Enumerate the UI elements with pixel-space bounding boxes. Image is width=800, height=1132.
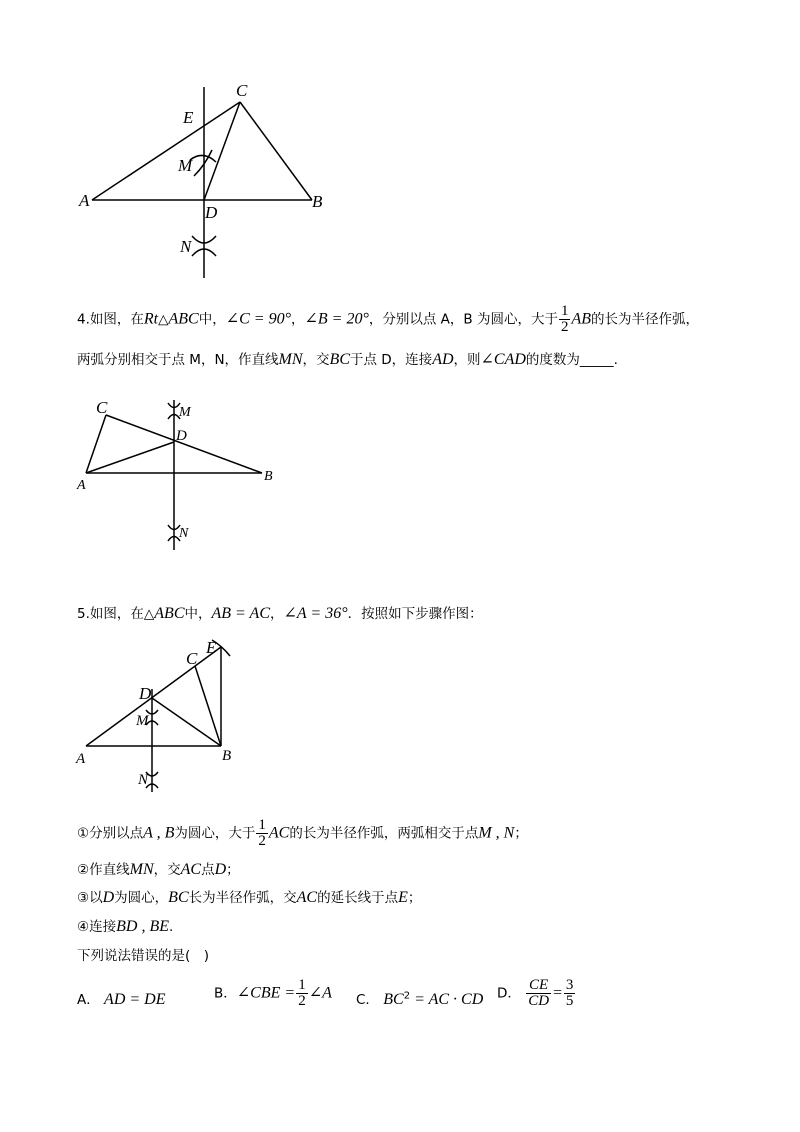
q5-step-4: [77, 917, 173, 937]
q4-rt: Rt: [143, 310, 159, 328]
option-b-fraction-half: [296, 978, 308, 1009]
step2-ac: AC: [180, 861, 202, 878]
step2-text2: ，交: [153, 862, 181, 878]
option-b-frac-num: 1: [298, 977, 306, 993]
option-c-expr-post: = AC · CD: [410, 991, 484, 1008]
label-d: D: [176, 428, 187, 444]
step3-text1: ③以: [77, 890, 103, 906]
step2-text4: ；: [226, 862, 240, 878]
q4-ad: AD: [432, 351, 454, 368]
option-d-frac2-num: 3: [565, 977, 574, 993]
q4-l2-text5: 的度数为_____.: [525, 352, 618, 368]
option-d-frac1-num: CE: [526, 978, 551, 994]
label-c: C: [236, 81, 248, 100]
step1-ac: AC: [268, 824, 290, 842]
label-b: B: [222, 748, 232, 764]
q4-mn: MN: [278, 351, 303, 368]
line-cb: [106, 415, 262, 473]
option-d-fraction-ce-cd: [526, 978, 551, 1009]
option-d-frac2-den: 5: [565, 993, 574, 1009]
step4-text1: ④连接: [77, 919, 117, 935]
step3-text5: ；: [407, 890, 422, 906]
label-a: A: [79, 191, 90, 210]
q5-zhong: 中，: [184, 606, 212, 622]
q4-line-1: [77, 304, 699, 335]
q5-step-2: [77, 860, 240, 880]
q4-l2-text4: ，则: [453, 352, 481, 368]
label-e: E: [183, 108, 194, 127]
q5-suffix: ．按照如下步骤作图：: [347, 606, 483, 622]
q4-zhong: 中，: [198, 311, 226, 328]
step2-text1: ②作直线: [77, 862, 130, 878]
option-c[interactable]: [356, 988, 483, 1009]
figure-3-construction: [0, 632, 300, 800]
step1-text4: ；: [514, 825, 528, 842]
option-a[interactable]: [77, 988, 166, 1009]
q5-step-1: [77, 818, 528, 849]
figure-2-lines: [86, 400, 262, 550]
label-d: D: [205, 203, 218, 222]
q4-sep1: ，: [291, 311, 305, 328]
option-a-label: A．: [77, 992, 100, 1008]
q5-step-3: [77, 888, 421, 908]
q4-frac-den: 2: [560, 319, 569, 335]
q4-ab: AB: [571, 310, 592, 328]
q5-question: 下列说法错误的是( ): [77, 948, 210, 964]
figure-3-lines: [86, 640, 230, 792]
option-b-frac-den: 2: [298, 993, 306, 1009]
q4-angle-c: ∠C = 90°: [225, 310, 291, 328]
step1-text1: ①分别以点: [77, 825, 144, 842]
label-n: N: [179, 526, 189, 541]
q4-l2-text2: ，交: [302, 352, 330, 368]
label-b: B: [312, 192, 323, 211]
q4-fraction-half: [559, 304, 571, 335]
line-cd: [204, 102, 240, 200]
step1-text3: 的长为半径作弧，两弧相交于点: [289, 825, 479, 842]
option-d-frac1-den: CD: [528, 993, 550, 1009]
label-m: M: [136, 713, 149, 729]
step4-bd-be: BD , BE: [116, 918, 169, 935]
step2-mn: MN: [129, 861, 154, 878]
step3-text2: 为圆心，: [114, 890, 169, 906]
line-ac: [86, 415, 106, 473]
label-d: D: [139, 684, 152, 703]
figure-2-perpendicular-bisector: [0, 390, 300, 560]
q4-line-2: [77, 350, 618, 370]
figure-1-lines: [92, 87, 312, 278]
option-d[interactable]: [497, 978, 576, 1009]
step4-text2: .: [168, 919, 174, 935]
step3-e: E: [398, 889, 408, 906]
q5-sep: ，: [270, 606, 284, 622]
q5-abc: ABC: [154, 605, 185, 622]
step1-text2: 为圆心，大于: [174, 825, 256, 842]
q5-intro: [77, 604, 483, 624]
step2-d: D: [214, 861, 227, 878]
arc-m-1: [190, 155, 216, 162]
q4-frac-num: 1: [560, 303, 569, 319]
step1-fraction-half: [256, 818, 268, 849]
step1-ab-points: A , B: [143, 824, 175, 842]
label-n: N: [180, 237, 192, 256]
arc-m-2: [194, 150, 212, 176]
step3-ac: AC: [296, 889, 318, 906]
option-c-label: C．: [356, 992, 379, 1008]
step3-text4: 的延长线于点: [317, 890, 399, 906]
option-a-expr: AD = DE: [104, 991, 166, 1008]
step1-frac-num: 1: [258, 817, 266, 833]
q4-text2: 的长为半径作弧，: [591, 311, 700, 328]
label-b: B: [264, 469, 273, 484]
option-d-eq: =: [552, 984, 563, 1002]
figure-1-perpendicular-bisector: [0, 0, 340, 290]
option-c-sup: 2: [403, 990, 411, 1002]
line-cb: [195, 666, 221, 746]
option-d-fraction-3-5: [564, 978, 576, 1009]
option-b[interactable]: [214, 978, 332, 1009]
step3-text3: 长为半径作弧，交: [188, 890, 297, 906]
q4-prefix: 4.如图，在: [77, 311, 144, 328]
step3-d: D: [102, 889, 115, 906]
label-m: M: [178, 156, 193, 175]
step1-frac-den: 2: [258, 833, 266, 849]
q5-triangle-symbol: △: [143, 606, 155, 622]
option-b-label: B．: [214, 985, 237, 1002]
line-ac: [92, 102, 240, 200]
line-db: [152, 698, 221, 746]
line-cb: [240, 102, 312, 200]
option-c-expr-pre: BC: [383, 991, 404, 1008]
label-e: E: [206, 638, 217, 657]
q5-angle-a: ∠A = 36°: [283, 605, 348, 622]
q4-angle-b: ∠B = 20°: [304, 310, 369, 328]
step3-bc: BC: [168, 889, 189, 906]
line-ad: [86, 442, 174, 473]
q4-bc: BC: [329, 351, 350, 368]
label-a: A: [76, 751, 86, 767]
step1-mn-points: M , N: [478, 824, 515, 842]
step2-text3: 点: [201, 862, 215, 878]
label-m: M: [179, 405, 191, 420]
q4-l2-text3: 于点 D，连接: [350, 352, 433, 368]
q4-triangle-symbol: △: [158, 311, 169, 328]
label-c: C: [186, 649, 198, 668]
q5-eq: AB = AC: [211, 605, 270, 622]
label-n: N: [138, 772, 149, 788]
option-d-label: D．: [497, 985, 521, 1002]
label-c: C: [96, 398, 108, 417]
option-b-expr2: ∠A: [308, 984, 332, 1002]
q4-l2-text1: 两弧分别相交于点 M，N，作直线: [77, 352, 279, 368]
q4-abc: ABC: [168, 310, 199, 328]
q4-text1: ，分别以点 A，B 为圆心，大于: [368, 311, 558, 328]
q4-cad: ∠CAD: [480, 351, 526, 368]
option-b-expr1: ∠CBE =: [236, 984, 296, 1002]
label-a: A: [77, 478, 86, 493]
q5-prefix: 5.如图，在: [77, 606, 144, 622]
